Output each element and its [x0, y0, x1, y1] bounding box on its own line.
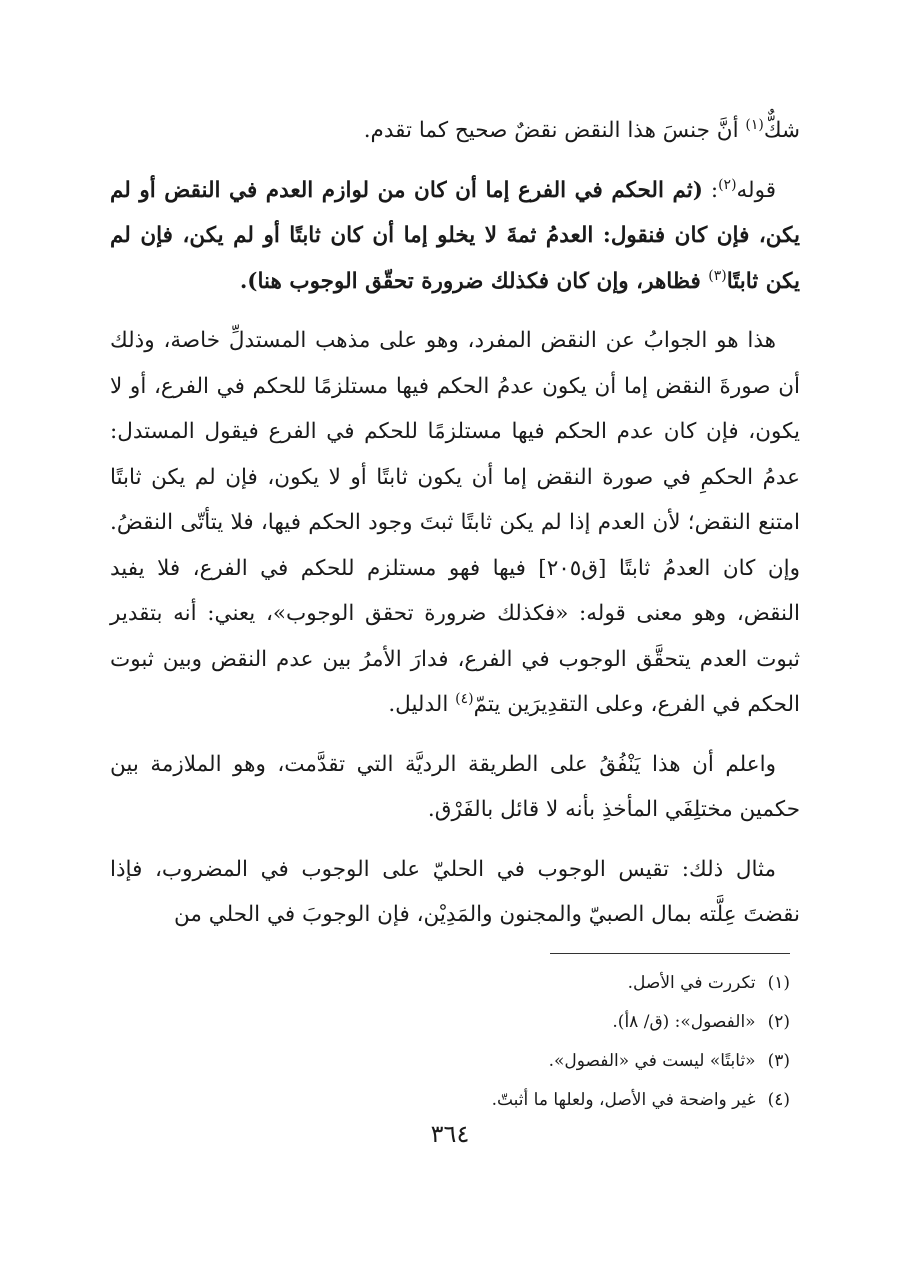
- paragraph-2: [110, 168, 800, 305]
- page-number: ٣٦٤: [430, 1120, 470, 1148]
- footnote-4-number: (٤): [767, 1090, 790, 1110]
- quoted-text-b: فظاهر، وإن كان فكذلك ضرورة تحقّق الوجوب هنا).: [239, 268, 709, 294]
- paragraph-4: واعلم أن هذا يَنْفُقُ على الطريقة الرديَّة التي تقدَّمت، وهو الملازمة بين حكمين مختلِفَي المأخذِ بأنه لا قائل بالفَرْق.: [110, 751, 800, 822]
- paragraph-1-text-b: أنَّ جنسَ هذا النقض نقضٌ صحيح كما تقدم.: [363, 118, 746, 143]
- footnote-3: [100, 1042, 790, 1081]
- footnote-1: [100, 964, 790, 1003]
- footnote-ref-3: (٣): [708, 267, 727, 284]
- footnote-ref-2: (٢): [718, 176, 737, 193]
- footnote-divider: [550, 953, 790, 954]
- footnote-1-number: (١): [767, 973, 790, 993]
- footnote-2-text: «الفصول»: (ق/ ٨أ).: [612, 1012, 756, 1032]
- paragraph-1-text-a: شكٌّ: [763, 118, 800, 143]
- paragraph-3-text-b: الدليل.: [388, 692, 456, 717]
- footnote-4-text: غير واضحة في الأصل، ولعلها ما أثبتّ.: [491, 1090, 756, 1110]
- footnote-3-number: (٣): [767, 1051, 790, 1071]
- paragraph-1: [110, 108, 800, 154]
- footnote-2: [100, 1003, 790, 1042]
- paragraph-3-text-a: هذا هو الجوابُ عن النقض المفرد، وهو على مذهب المستدلِّ خاصة، وذلك أن صورةَ النقض إما أن يكون عدمُ الحكم فيها مستلزمًا للحكم في الفرع، أو لا يكون، فإن كان عدم الحكم فيها مستلزمًا للحكم في الفرع فيقول المستدل: عدمُ الحكمِ في صورة النقض إما أن يكون ثابتًا أو لا يكون، فإن لم يكن ثابتًا امتنع النقض؛ لأن العدم إذا لم يكن ثابتًا ثبتَ وجود الحكم فيها، فلا يتأتّى النقضُ. وإن كان العدمُ ثابتًا [ق٢٠٥] فيها فهو مستلزم للحكم في الفرع، فلا يفيد النقض، وهو معنى قوله: «فكذلك ضرورة تحقق الوجوب»، يعني: أنه بتقدير ثبوت العدم يتحقَّق الوجوب في الفرع، فدارَ الأمرُ بين عدم النقض وبين ثبوت الحكم في الفرع، وعلى التقدِيرَين يتمّ: [110, 328, 800, 717]
- paragraph-3: [110, 318, 800, 728]
- footnote-1-text: تكررت في الأصل.: [627, 973, 756, 993]
- quoted-text-a: (ثم الحكم في الفرع إما أن كان من لوازم العدم في النقض أو لم يكن، فإن كان فنقول: العدمُ ثمةَ لا يخلو إما أن كان ثابتًا أو لم يكن، فإن لم يكن ثابتًا: [110, 177, 800, 294]
- main-text: [110, 108, 800, 952]
- paragraph-5: مثال ذلك: تقيس الوجوب في الحليّ على الوجوب في المضروب، فإذا نقضتَ عِلَّته بمال الصبيّ والمجنون والمَدِيْن، فإن الوجوبَ في الحلي من: [110, 856, 800, 927]
- footnotes: [100, 964, 790, 1120]
- footnote-ref-1: (١): [745, 116, 764, 133]
- footnote-3-text: «ثابتًا» ليست في «الفصول».: [548, 1051, 756, 1071]
- footnote-ref-4: (٤): [455, 690, 474, 707]
- paragraph-2-colon: :: [702, 177, 719, 203]
- footnote-2-number: (٢): [767, 1012, 790, 1032]
- footnote-4: [100, 1081, 790, 1120]
- paragraph-2-lead: قوله: [736, 177, 776, 203]
